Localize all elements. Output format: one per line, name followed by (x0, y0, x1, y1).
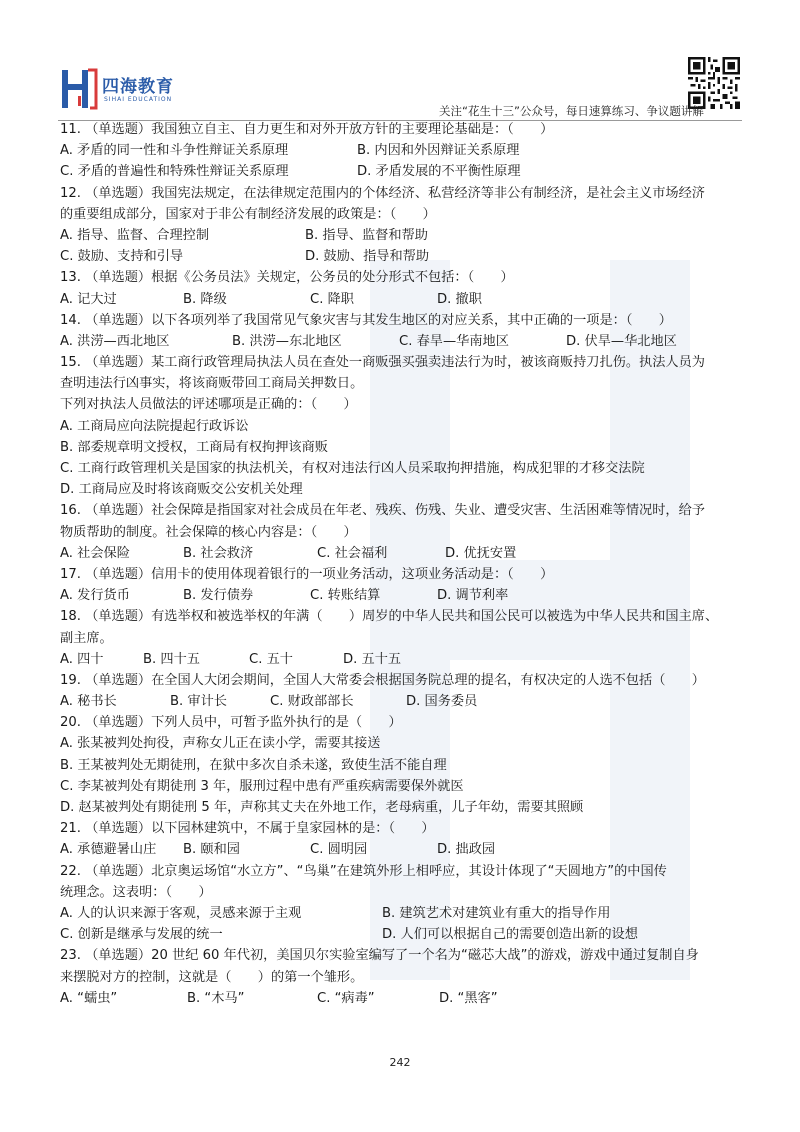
option: A. 张某被判处拘役，声称女儿正在读小学，需要其接送 (60, 736, 381, 752)
option: C. 李某被判处有期徒刑 3 年，服刑过程中患有严重疾病需要保外就医 (60, 778, 464, 794)
option: A. “蠕虫” (60, 990, 118, 1006)
option-row (60, 140, 750, 161)
option: C. 转账结算 (310, 588, 381, 604)
question-stem-cont: 副主席。 (60, 630, 113, 646)
option: B. 部委规章明文授权，工商局有权拘押该商贩 (60, 439, 328, 455)
brand-logo (58, 66, 178, 114)
question-stem-cont: 统理念。这表明：（ ） (60, 884, 212, 900)
option-row (60, 331, 750, 352)
option: D. 撤职 (437, 291, 482, 307)
question-stem: 23. （单选题）20 世纪 60 年代初，美国贝尔实验室编写了一个名为“磁芯大战”的游戏，游戏中通过复制自身 (60, 948, 699, 964)
question-stem-cont: 查明违法行凶事实，将该商贩带回工商局关押数日。 (60, 376, 364, 392)
question-stem: 18. （单选题）有选举权和被选举权的年满（ ）周岁的中华人民共和国公民可以被选为中华人民共和国主席、 (60, 609, 719, 625)
option: B. 社会救济 (183, 545, 254, 561)
option: D. 国务委员 (406, 694, 478, 710)
option: C. 圆明园 (310, 842, 368, 858)
question-stem: 13. （单选题）根据《公务员法》关规定，公务员的处分形式不包括：（ ） (60, 270, 514, 286)
option: A. 四十 (60, 651, 104, 667)
option: D. 伏旱—华北地区 (566, 333, 677, 349)
option: D. 赵某被判处有期徒刑 5 年，声称其丈夫在外地工作，老母病重，儿子年幼，需要其照顾 (60, 800, 584, 815)
option: C. 工商行政管理机关是国家的执法机关，有权对违法行凶人员采取拘押措施，构成犯罪的才移交法院 (60, 461, 645, 476)
question-stem: 16. （单选题）社会保障是指国家对社会成员在年老、残疾、伤残、失业、遭受灾害、生活困难等情况时，给予 (60, 503, 705, 519)
option: C. 鼓励、支持和引导 (60, 249, 184, 265)
option: B. 指导、监督和帮助 (305, 227, 428, 243)
question-stem: 20. （单选题）下列人员中，可暂予监外执行的是（ ） (60, 715, 402, 731)
question-stem-cont: 来摆脱对方的控制，这就是（ ）的第一个雏形。 (60, 969, 364, 985)
question-stem-cont: 物质帮助的制度。社会保障的核心内容是：（ ） (60, 524, 357, 540)
option: D. 五十五 (343, 651, 402, 667)
option: D. 人们可以根据自己的需要创造出新的设想 (382, 927, 638, 943)
option: D. 矛盾发展的不平衡性原理 (357, 164, 521, 180)
logo-text: 四海教育 (102, 77, 174, 97)
option-row (60, 649, 750, 670)
option: C. 财政部部长 (270, 694, 354, 710)
question-stem: 12. （单选题）我国宪法规定，在法律规定范围内的个体经济、私营经济等非公有制经济，是社会主义市场经济 (60, 185, 705, 201)
option: A. 承德避暑山庄 (60, 842, 157, 858)
option: C. 降职 (310, 291, 354, 307)
question-stem: 21. （单选题）以下园林建筑中，不属于皇家园林的是：（ ） (60, 821, 435, 837)
option-row (60, 225, 750, 246)
option-row (60, 839, 750, 860)
option-row (60, 543, 750, 564)
option-row (60, 903, 750, 924)
option: B. 降级 (183, 291, 227, 307)
option: B. 内因和外因辩证关系原理 (357, 143, 520, 159)
option: C. “病毒” (317, 990, 375, 1006)
header-note: 关注“花生十三”公众号，每日速算练习、争议题讲解 (439, 104, 704, 118)
question-stem: 19. （单选题）在全国人大闭会期间，全国人大常委会根据国务院总理的提名，有权决定的人选不包括（ ） (60, 672, 705, 688)
option: B. 颐和园 (183, 842, 240, 858)
option: D. 优抚安置 (445, 545, 517, 561)
option: B. 建筑艺术对建筑业有重大的指导作用 (382, 905, 611, 921)
option: A. 指导、监督、合理控制 (60, 227, 210, 243)
option: B. 四十五 (143, 651, 200, 667)
option: A. 秘书长 (60, 694, 117, 710)
option: B. 发行债券 (183, 588, 254, 604)
qr-code-icon (688, 57, 740, 109)
option: D. 鼓励、指导和帮助 (305, 249, 430, 265)
logo-subtext: SIHAI EDUCATION (104, 96, 173, 103)
option: A. 洪涝—西北地区 (60, 333, 170, 349)
option-row (60, 924, 750, 945)
option: C. 矛盾的普遍性和特殊性辩证关系原理 (60, 164, 289, 180)
option: C. 春旱—华南地区 (399, 333, 509, 349)
option: A. 发行货币 (60, 588, 130, 604)
option-row (60, 246, 750, 267)
option-row (60, 988, 750, 1009)
page-number: 242 (389, 1056, 411, 1069)
question-stem: 15. （单选题）某工商行政管理局执法人员在查处一商贩强买强卖违法行为时，被该商贩持刀扎伤。执法人员为 (60, 355, 705, 371)
option: D. 工商局应及时将该商贩交公安机关处理 (60, 482, 303, 498)
option: B. 审计长 (170, 694, 227, 710)
option: D. 拙政园 (437, 842, 496, 858)
logo-mark-icon (58, 66, 100, 112)
option: A. 工商局应向法院提起行政诉讼 (60, 418, 249, 434)
question-prompt: 下列对执法人员做法的评述哪项是正确的：（ ） (60, 397, 357, 413)
option: B. 洪涝—东北地区 (232, 333, 342, 349)
option: A. 人的认识来源于客观，灵感来源于主观 (60, 905, 302, 921)
option-row (60, 161, 750, 182)
question-stem: 22. （单选题）北京奥运场馆“水立方”、“鸟巢”在建筑外形上相呼应，其设计体现了“天圆地方”的中国传 (60, 863, 667, 879)
option: D. 调节利率 (437, 588, 509, 604)
option: B. 王某被判处无期徒刑，在狱中多次自杀未遂，致使生活不能自理 (60, 757, 447, 773)
option: A. 记大过 (60, 291, 117, 307)
option: A. 矛盾的同一性和斗争性辩证关系原理 (60, 143, 289, 159)
option: C. 五十 (249, 651, 293, 667)
question-stem: 11. （单选题）我国独立自主、自力更生和对外开放方针的主要理论基础是：（ ） (60, 122, 554, 137)
option: D. “黑客” (439, 990, 498, 1006)
option-row (60, 585, 750, 606)
question-list (60, 119, 750, 1009)
question-stem: 17. （单选题）信用卡的使用体现着银行的一项业务活动，这项业务活动是：（ ） (60, 566, 554, 582)
option-row (60, 691, 750, 712)
option: A. 社会保险 (60, 545, 130, 561)
option: B. “木马” (187, 990, 245, 1006)
question-stem: 14. （单选题）以下各项列举了我国常见气象灾害与其发生地区的对应关系，其中正确的一项是：（ ） (60, 312, 672, 328)
option: C. 创新是继承与发展的统一 (60, 927, 223, 943)
option: C. 社会福利 (317, 545, 388, 561)
option-row (60, 289, 750, 310)
question-stem-cont: 的重要组成部分，国家对于非公有制经济发展的政策是：（ ） (60, 206, 436, 222)
